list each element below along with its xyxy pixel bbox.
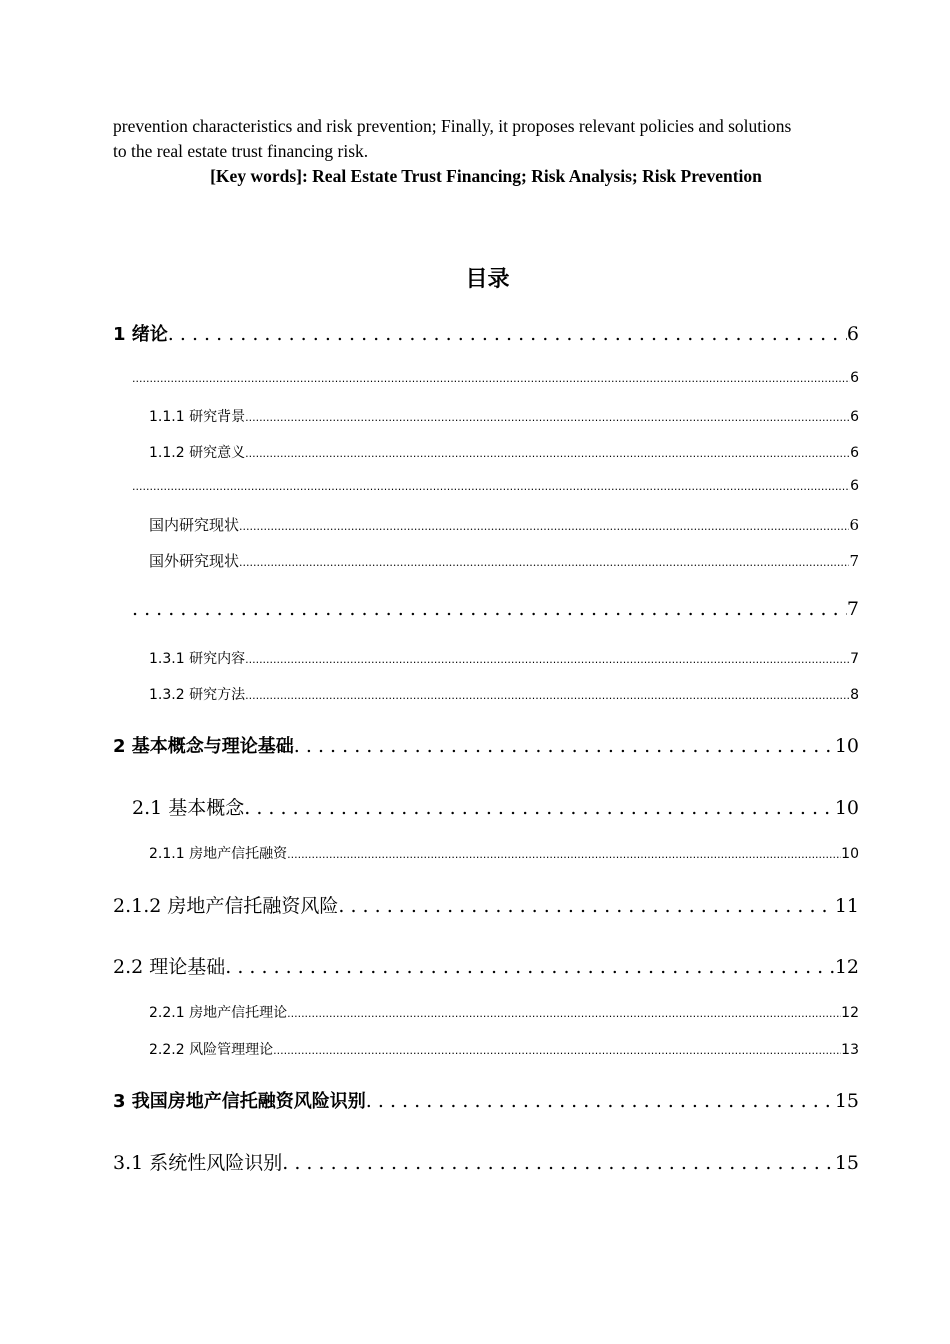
toc-entry[interactable] bbox=[149, 550, 859, 571]
toc-entry-label: 1.3.1 研究内容 bbox=[149, 651, 246, 667]
toc-entry-label: 2.1.2 房地产信托融资风险 bbox=[113, 895, 339, 917]
toc-entry-label: 1 绪论 bbox=[113, 324, 168, 345]
toc-entry[interactable] bbox=[113, 952, 859, 979]
toc-entry[interactable] bbox=[132, 793, 859, 820]
toc-entry-page: 6 bbox=[850, 409, 859, 425]
toc-entry[interactable] bbox=[113, 1148, 859, 1175]
toc-dot-leader bbox=[287, 1005, 841, 1021]
toc-entry-label: 2.1 基本概念 bbox=[132, 797, 245, 819]
toc-dot-leader bbox=[168, 323, 847, 345]
toc-entry-page: 15 bbox=[834, 1090, 859, 1112]
toc-entry[interactable] bbox=[132, 370, 859, 386]
toc-entry-page: 6 bbox=[846, 323, 859, 345]
abstract-line-2: to the real estate trust financing risk. bbox=[113, 141, 369, 161]
toc-entry-label: 国外研究现状 bbox=[149, 552, 240, 570]
toc-entry-page: 11 bbox=[834, 895, 859, 917]
toc-entry[interactable] bbox=[149, 442, 859, 462]
toc-entry-label: 1.3.2 研究方法 bbox=[149, 687, 246, 703]
toc-dot-leader bbox=[239, 552, 849, 570]
keywords-line: [Key words]: Real Estate Trust Financing; Risk Analysis; Risk Prevention bbox=[210, 166, 762, 186]
toc-dot-leader bbox=[245, 687, 850, 703]
toc-entry[interactable] bbox=[113, 891, 859, 918]
toc-entry-page: 12 bbox=[841, 1005, 859, 1021]
toc-entry[interactable] bbox=[149, 684, 859, 704]
toc-entry[interactable] bbox=[149, 1039, 859, 1059]
toc-dot-leader bbox=[338, 895, 834, 917]
toc-entry-page: 13 bbox=[841, 1042, 859, 1058]
toc-title: 目录 bbox=[465, 267, 510, 292]
toc-entry-label: 1.1.1 研究背景 bbox=[149, 409, 246, 425]
toc-entry-page: 12 bbox=[834, 956, 859, 978]
toc-dot-leader bbox=[132, 598, 847, 620]
toc-entry-page: 6 bbox=[850, 478, 859, 494]
toc-entry-label: 2.2.1 房地产信托理论 bbox=[149, 1005, 288, 1021]
toc-entry-page: 6 bbox=[850, 445, 859, 461]
toc-dot-leader bbox=[244, 797, 835, 819]
toc-entry[interactable] bbox=[149, 514, 859, 535]
toc-entry[interactable] bbox=[132, 598, 859, 620]
toc-dot-leader bbox=[294, 735, 835, 757]
toc-dot-leader bbox=[282, 1152, 835, 1174]
toc-entry-page: 15 bbox=[834, 1152, 859, 1174]
toc-entry-page: 8 bbox=[850, 687, 859, 703]
toc-entry-page: 7 bbox=[850, 651, 859, 667]
toc-entry-page: 6 bbox=[850, 370, 859, 386]
toc-entry[interactable] bbox=[149, 1002, 859, 1022]
toc-entry-label: 3.1 系统性风险识别 bbox=[113, 1152, 283, 1174]
toc-dot-leader bbox=[366, 1090, 835, 1112]
toc-entry[interactable] bbox=[113, 732, 859, 758]
toc-dot-leader bbox=[245, 445, 850, 461]
toc-entry[interactable] bbox=[149, 648, 859, 668]
toc-entry-page: 7 bbox=[846, 598, 859, 620]
toc-entry-label: 2.2.2 风险管理理论 bbox=[149, 1042, 274, 1058]
toc-dot-leader bbox=[239, 516, 849, 534]
toc-dot-leader bbox=[245, 651, 850, 667]
toc-entry-label: 3 我国房地产信托融资风险识别 bbox=[113, 1091, 366, 1112]
toc-entry-page: 10 bbox=[834, 797, 859, 819]
toc-dot-leader bbox=[273, 1042, 841, 1058]
toc-entry-label: 1.1.2 研究意义 bbox=[149, 445, 246, 461]
toc-dot-leader bbox=[132, 370, 850, 386]
toc-entry[interactable] bbox=[113, 1087, 859, 1113]
toc-entry-page: 6 bbox=[849, 516, 859, 534]
toc-entry-label: 2 基本概念与理论基础 bbox=[113, 736, 294, 757]
toc-entry-page: 7 bbox=[849, 552, 859, 570]
toc-dot-leader bbox=[225, 956, 835, 978]
abstract-line-1: prevention characteristics and risk prevention; Finally, it proposes relevant policies and solutions bbox=[113, 116, 792, 136]
toc-entry-page: 10 bbox=[834, 735, 859, 757]
toc-dot-leader bbox=[245, 409, 850, 425]
toc-entry[interactable] bbox=[149, 843, 859, 863]
toc-entry-label: 国内研究现状 bbox=[149, 516, 240, 534]
toc-dot-leader bbox=[287, 846, 841, 862]
toc-entry[interactable] bbox=[149, 406, 859, 426]
toc-entry[interactable] bbox=[113, 320, 859, 346]
toc-entry-label: 2.1.1 房地产信托融资 bbox=[149, 846, 288, 862]
toc-entry-page: 10 bbox=[841, 846, 859, 862]
toc-entry-label: 2.2 理论基础 bbox=[113, 956, 226, 978]
toc-dot-leader bbox=[132, 478, 850, 494]
toc-entry[interactable] bbox=[132, 478, 859, 494]
